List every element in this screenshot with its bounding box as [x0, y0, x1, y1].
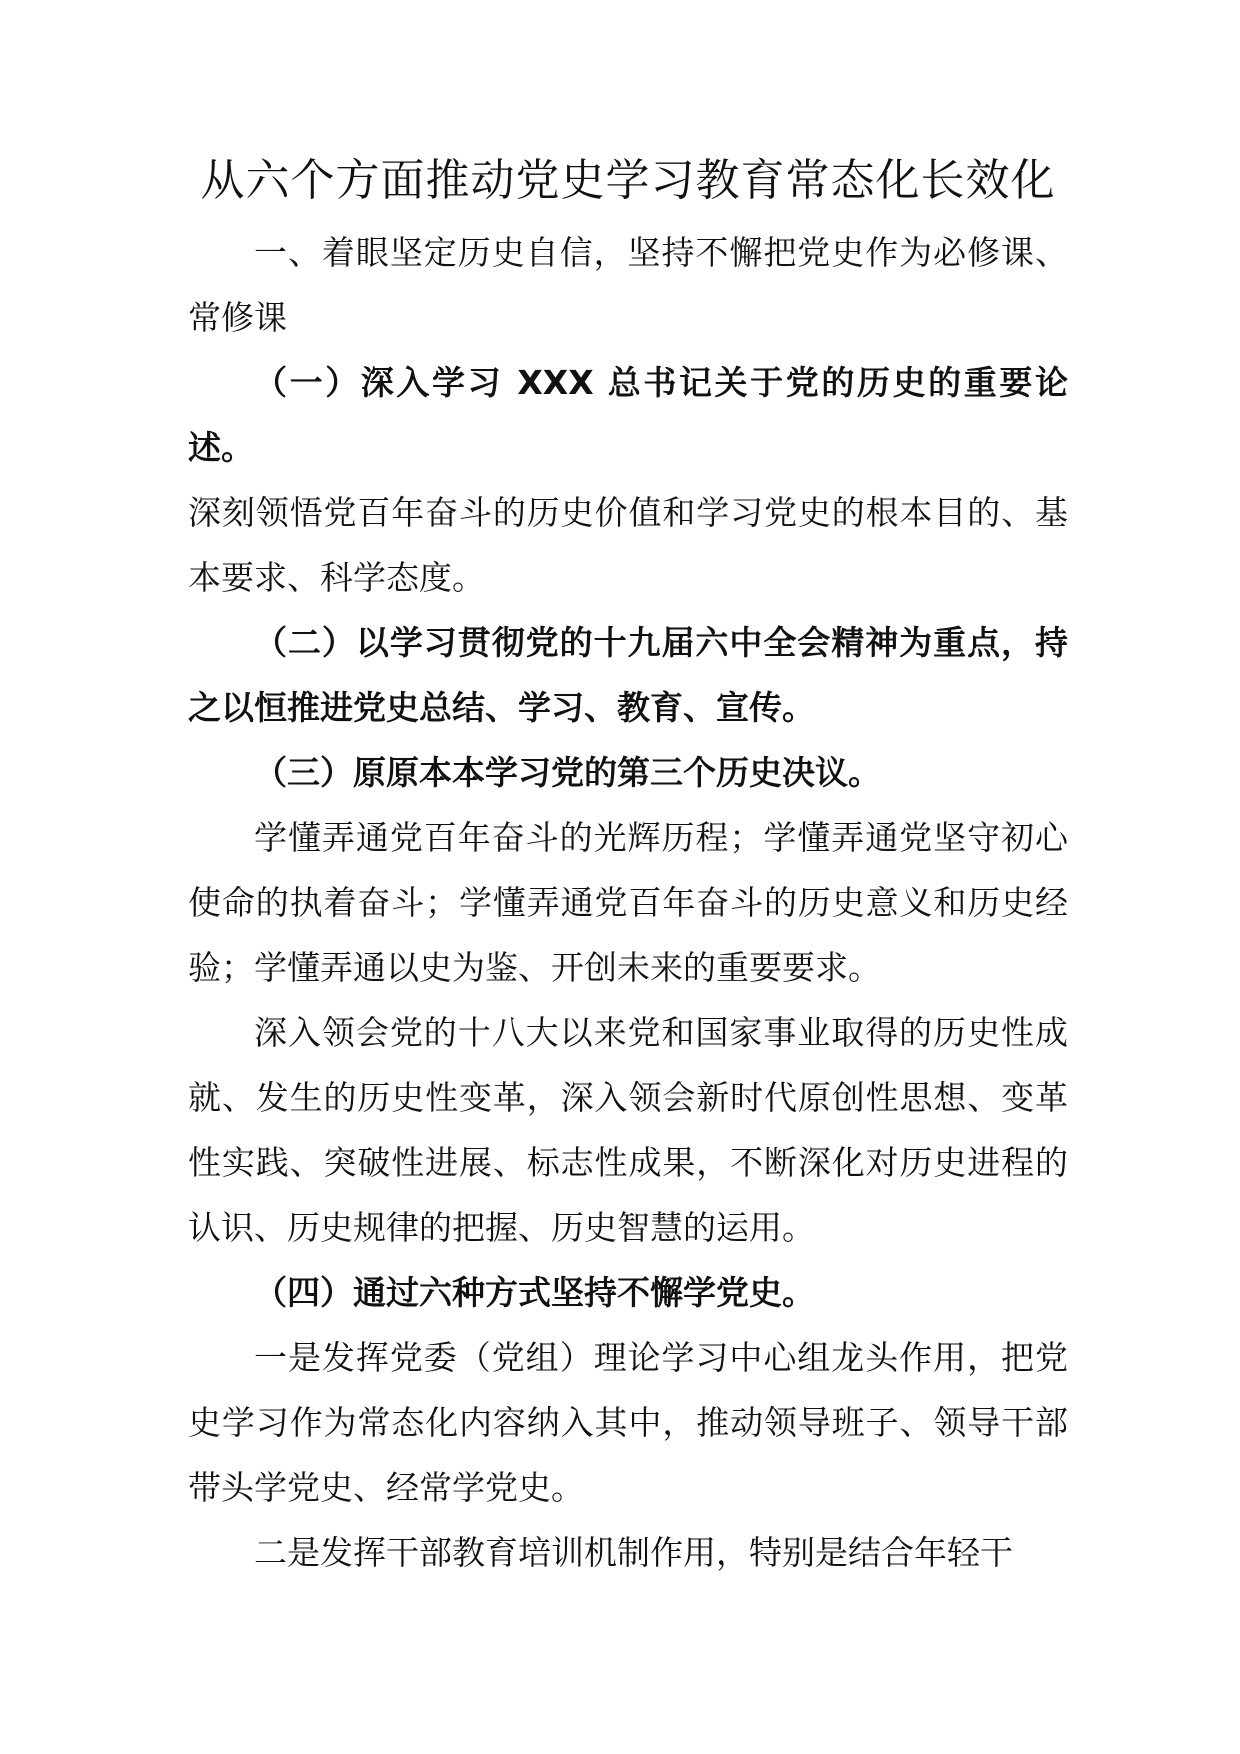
document-title: 从六个方面推动党史学习教育常态化长效化 — [200, 155, 1056, 206]
paragraph-c: 一是发挥党委（党组）理论学习中心组龙头作用，把党史学习作为常态化内容纳入其中，推动领导班子、领导干部带头学党史、经常学党史。 — [188, 1338, 1068, 1507]
document-page — [188, 150, 1068, 1585]
subheading-1: （一）深入学习 XXX 总书记关于党的历史的重要论述。 — [188, 363, 1068, 467]
subheading-4: （四）通过六种方式坚持不懈学党史。 — [254, 1273, 815, 1312]
section-heading-1: 一、着眼坚定历史自信，坚持不懈把党史作为必修课、常修课 — [188, 233, 1068, 337]
subheading-3: （三）原原本本学习党的第三个历史决议。 — [254, 753, 881, 792]
paragraph-sub1: 深刻领悟党百年奋斗的历史价值和学习党史的根本目的、基本要求、科学态度。 — [188, 493, 1068, 597]
paragraph-d: 二是发挥干部教育培训机制作用，特别是结合年轻干 — [254, 1533, 1013, 1572]
paragraph-b: 深入领会党的十八大以来党和国家事业取得的历史性成就、发生的历史性变革，深入领会新时代原创性思想、变革性实践、突破性进展、标志性成果，不断深化对历史进程的认识、历史规律的把握、历史智慧的运用。 — [188, 1013, 1068, 1247]
subheading-2: （二）以学习贯彻党的十九届六中全会精神为重点，持之以恒推进党史总结、学习、教育、宣传。 — [188, 623, 1068, 727]
paragraph-a: 学懂弄通党百年奋斗的光辉历程；学懂弄通党坚守初心使命的执着奋斗；学懂弄通党百年奋斗的历史意义和历史经验；学懂弄通以史为鉴、开创未来的重要要求。 — [188, 818, 1068, 987]
